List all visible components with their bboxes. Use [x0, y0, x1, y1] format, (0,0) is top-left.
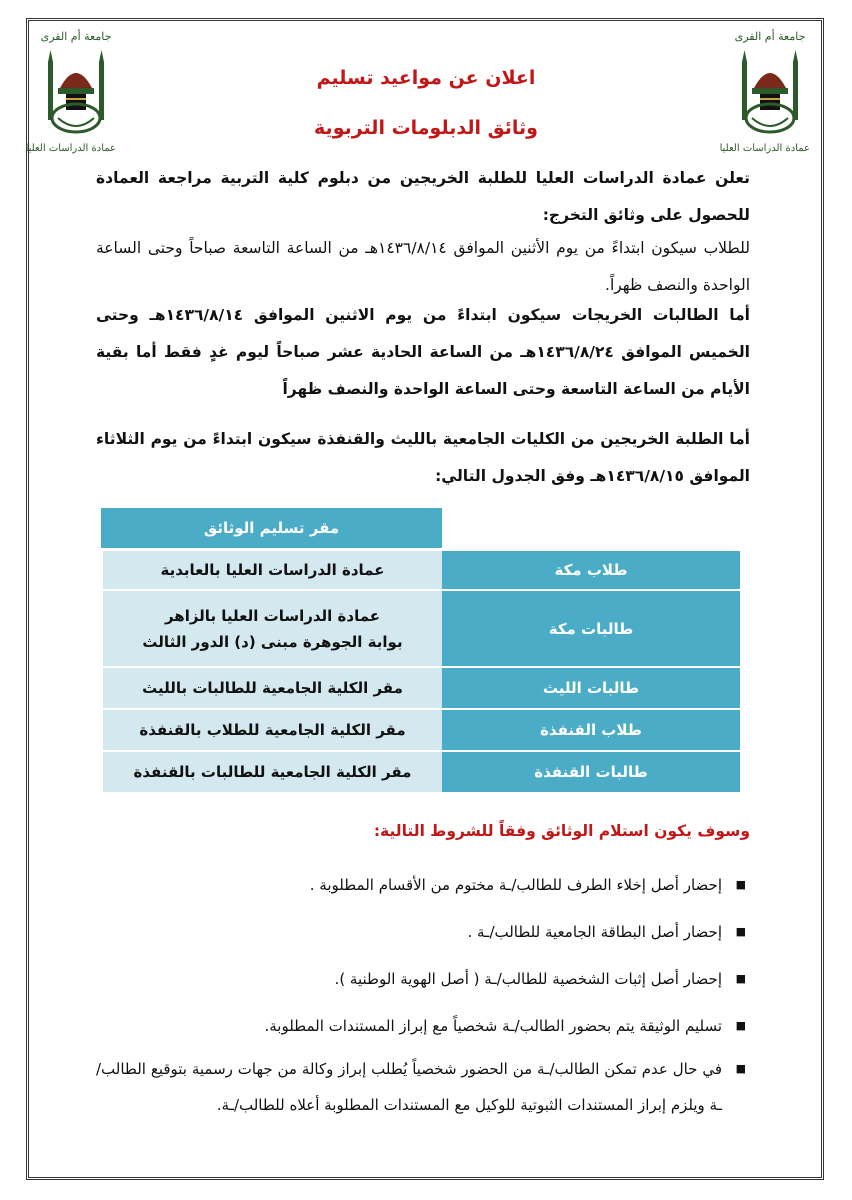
university-logo-left [25, 30, 116, 154]
table-row [101, 591, 740, 668]
conditions-heading: وسوف يكون استلام الوثائق وفقاً للشروط التالية: [373, 822, 750, 840]
intro-paragraph: تعلن عمادة الدراسات العليا للطلبة الخريجين من دبلوم كلية التربية مراجعة العمادة للحصول على وثائق التخرج: [96, 169, 750, 224]
list-item: ■ إحضار أصل إثبات الشخصية للطالب/ـة ( أصل الهوية الوطنية ). [96, 960, 750, 998]
table-row [101, 551, 740, 591]
table-header-row [101, 508, 740, 551]
table-cell-group: طالبات الليث [442, 668, 740, 710]
list-item: ■ إحضار أصل إخلاء الطرف للطالب/ـة مختوم من الأقسام المطلوبة . [96, 866, 750, 904]
logo-university-name: جامعة أم القرى [40, 30, 112, 43]
list-item: ■ إحضار أصل البطاقة الجامعية للطالب/ـة . [96, 913, 750, 951]
announcement-subtitle: وثائق الدبلومات التربوية [314, 117, 538, 139]
table-row [101, 752, 740, 794]
table-header-empty [442, 508, 740, 551]
table-cell-location: عمادة الدراسات العليا بالعابدية [101, 551, 442, 591]
table-row [101, 668, 740, 710]
table-cell-group: طلاب القنفذة [442, 710, 740, 752]
list-item: ■ في حال عدم تمكن الطالب/ـة من الحضور شخصياً يُطلب إبراز وكالة من جهات رسمية بتوقيع الطالب/ـة ويلزم إبراز المستندات الثبوتية للوكيل مع المستندات المطلوبة أعلاه للطالب/ـة. [96, 1051, 750, 1123]
table-cell-group: طلاب مكة [442, 551, 740, 591]
mosque-emblem-icon [738, 44, 802, 136]
university-logo-right [719, 30, 810, 154]
table-cell-location: مقر الكلية الجامعية للطالبات بالليث [101, 668, 442, 710]
location-line-1: عمادة الدراسات العليا بالزاهر [164, 606, 381, 625]
table-cell-location: مقر الكلية الجامعية للطالبات بالقنفذة [101, 752, 442, 794]
table-cell-group: طالبات القنفذة [442, 752, 740, 794]
table-cell-location [101, 591, 442, 668]
list-item: ■ تسليم الوثيقة يتم بحضور الطالب/ـة شخصياً مع إبراز المستندات المطلوبة. [96, 1007, 750, 1045]
logo-deanship-name: عمادة الدراسات العليا [719, 143, 810, 154]
conditions-list [96, 866, 750, 1123]
delivery-locations-table [101, 508, 740, 794]
table-header-cell: مقر تسليم الوثائق [101, 508, 442, 551]
table-cell-group: طالبات مكة [442, 591, 740, 668]
logo-deanship-name: عمادة الدراسات العليا [25, 143, 116, 154]
branch-colleges-paragraph: أما الطلبة الخريجين من الكليات الجامعية بالليث والقنفذة سيكون ابتداءً من يوم الثلاثاء الموافق ١٤٣٦/٨/١٥هـ وفق الجدول التالي: [96, 430, 750, 485]
mosque-emblem-icon [44, 44, 108, 136]
announcement-title: اعلان عن مواعيد تسليم [316, 67, 536, 89]
table-row [101, 710, 740, 752]
table-cell-location: مقر الكلية الجامعية للطلاب بالقنفذة [101, 710, 442, 752]
male-students-paragraph: للطلاب سيكون ابتداءً من يوم الأثنين الموافق ١٤٣٦/٨/١٤هـ من الساعة التاسعة صباحاً وحتى الساعة الواحدة والنصف ظهراً. [96, 239, 750, 294]
female-students-paragraph: أما الطالبات الخريجات سيكون ابتداءً من يوم الاثنين الموافق ١٤٣٦/٨/١٤هـ وحتى الخميس الموافق ١٤٣٦/٨/٢٤هـ من الساعة الحادية عشر صباحاً ليوم غدٍ فقط أما بقية الأيام من الساعة التاسعة وحتى الساعة الواحدة والنصف ظهراً [96, 306, 750, 398]
location-line-2: بوابة الجوهرة مبنى (د) الدور الثالث [142, 632, 403, 651]
logo-university-name: جامعة أم القرى [734, 30, 806, 43]
